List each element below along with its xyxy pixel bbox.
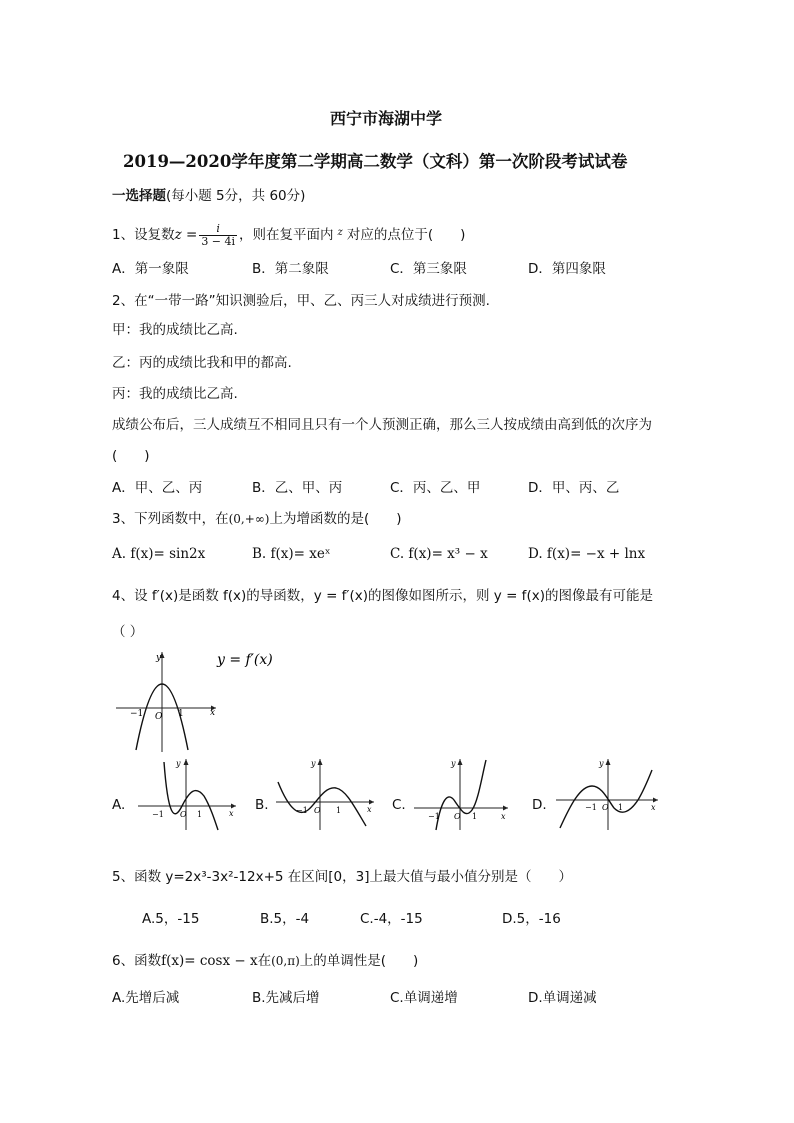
q2-option-d[interactable]: D．甲、丙、乙 <box>528 480 620 496</box>
q4-option-d-graph[interactable] <box>552 756 660 832</box>
q4-axis-y-label: y <box>156 653 162 663</box>
q2-result-text: 成绩公布后，三人成绩互不相同且只有一个人预测正确，那么三人按成绩由高到低的次序为 <box>112 417 652 433</box>
svg-text:x: x <box>367 805 372 814</box>
q2-answer-paren: ( ) <box>112 448 150 464</box>
svg-text:O: O <box>454 812 461 821</box>
q1-option-d[interactable]: D．第四象限 <box>528 261 606 277</box>
q6-stem-c: 上的单调性是( ) <box>299 953 419 969</box>
q2-statement-yi: 乙：丙的成绩比我和甲的都高. <box>112 355 292 371</box>
svg-text:y: y <box>451 759 456 768</box>
q6-interval: (0,π) <box>271 954 300 968</box>
svg-text:O: O <box>314 806 321 815</box>
q1-z-eq: z = <box>174 227 198 243</box>
svg-text:−1: −1 <box>152 810 164 819</box>
svg-text:1: 1 <box>618 803 624 812</box>
question-3-stem <box>112 510 402 528</box>
question-4-stem: 4、设 f′(x)是函数 f(x)的导函数，y = f′(x)的图像如图所示，则 y = f(x)的图像最有可能是 <box>112 588 653 604</box>
q2-option-a[interactable]: A．甲、乙、丙 <box>112 480 203 496</box>
q1-z-var: z <box>337 227 343 238</box>
q5-option-a[interactable]: A.5，-15 <box>142 911 200 927</box>
svg-text:−1: −1 <box>585 803 597 812</box>
q6-option-b[interactable]: B.先减后增 <box>252 990 320 1006</box>
q1-frac-den: 3 − 4i <box>201 234 236 248</box>
svg-text:1: 1 <box>472 812 478 821</box>
q3-option-a[interactable]: A. f(x)= sin2x <box>112 546 206 562</box>
q4-answer-paren: （ ） <box>112 624 144 640</box>
q1-option-a[interactable]: A．第一象限 <box>112 261 189 277</box>
q4-graph-caption: y = f′(x) <box>217 652 273 668</box>
q1-frac-num: i <box>199 223 237 236</box>
svg-text:y: y <box>311 759 316 768</box>
question-5-stem: 5、函数 y=2x³-3x²-12x+5 在区间[0，3]上最大值与最小值分别是（ ） <box>112 869 572 885</box>
q6-option-c[interactable]: C.单调递增 <box>390 990 458 1006</box>
svg-text:1: 1 <box>197 810 203 819</box>
q4-axis-x-label: x <box>210 708 216 718</box>
q6-option-a[interactable]: A.先增后减 <box>112 990 180 1006</box>
svg-text:x: x <box>651 803 656 812</box>
q3-option-d[interactable]: D. f(x)= −x + lnx <box>528 546 646 562</box>
q2-option-b[interactable]: B．乙、甲、丙 <box>252 480 343 496</box>
q3-interval: (0,+∞) <box>228 512 270 526</box>
q5-option-c[interactable]: C.-4，-15 <box>360 911 423 927</box>
q6-function: f(x)= cosx − x <box>161 953 258 969</box>
q6-stem-b: 在 <box>257 953 272 969</box>
q6-stem-a: 6、函数 <box>112 953 162 969</box>
svg-text:y: y <box>176 759 181 768</box>
q1-middle: ，则在复平面内 <box>239 227 334 243</box>
q4-tick-neg-label: −1 <box>130 709 144 719</box>
exam-title: 2019—2020学年度第二学期高二数学（文科）第一次阶段考试试卷 <box>123 152 628 171</box>
q5-option-d[interactable]: D.5，-16 <box>502 911 561 927</box>
q6-option-d[interactable]: D.单调递减 <box>528 990 597 1006</box>
svg-text:x: x <box>501 812 506 821</box>
q2-statement-jia: 甲：我的成绩比乙高. <box>112 322 238 338</box>
svg-text:x: x <box>229 809 234 818</box>
svg-text:O: O <box>180 810 187 819</box>
q3-option-b[interactable]: B. f(x)= xeˣ <box>252 546 331 562</box>
q4-option-d-label[interactable]: D. <box>532 797 547 813</box>
q4-option-a-graph[interactable] <box>134 756 238 832</box>
section-note: (每小题 5分，共 60分) <box>166 188 306 204</box>
q1-prefix: 1、设复数 <box>112 227 175 243</box>
q2-option-c[interactable]: C．丙、乙、甲 <box>390 480 481 496</box>
q4-option-b-graph[interactable] <box>272 756 376 832</box>
svg-text:−1: −1 <box>428 812 440 821</box>
svg-text:−1: −1 <box>296 806 308 815</box>
q4-origin-label: O <box>155 712 163 722</box>
question-2-stem: 2、在“一带一路”知识测验后，甲、乙、丙三人对成绩进行预测. <box>112 293 490 309</box>
q3-option-c[interactable]: C. f(x)= x³ − x <box>390 546 488 562</box>
svg-text:1: 1 <box>336 806 342 815</box>
q4-option-c-graph[interactable] <box>410 756 510 832</box>
svg-text:y: y <box>599 759 604 768</box>
q1-option-c[interactable]: C．第三象限 <box>390 261 467 277</box>
question-6-stem <box>112 952 418 970</box>
question-1-stem <box>112 220 465 248</box>
q4-tick-pos-label: 1 <box>178 709 184 719</box>
q4-option-b-label[interactable]: B. <box>255 797 269 813</box>
q1-suffix: 对应的点位于( ) <box>346 227 466 243</box>
school-name: 西宁市海湖中学 <box>330 109 443 128</box>
q4-option-a-label[interactable]: A. <box>112 797 126 813</box>
q3-stem-a: 3、下列函数中，在 <box>112 511 229 527</box>
q2-statement-bing: 丙：我的成绩比乙高. <box>112 386 238 402</box>
q4-option-c-label[interactable]: C. <box>392 797 406 813</box>
svg-text:O: O <box>602 803 609 812</box>
section-heading <box>112 187 305 205</box>
q1-option-b[interactable]: B．第二象限 <box>252 261 329 277</box>
q5-option-b[interactable]: B.5，-4 <box>260 911 310 927</box>
q3-stem-b: 上为增函数的是( ) <box>269 511 402 527</box>
q1-fraction <box>199 223 237 248</box>
section-heading-label: 一选择题 <box>112 188 166 204</box>
q4-derivative-graph <box>110 648 310 754</box>
